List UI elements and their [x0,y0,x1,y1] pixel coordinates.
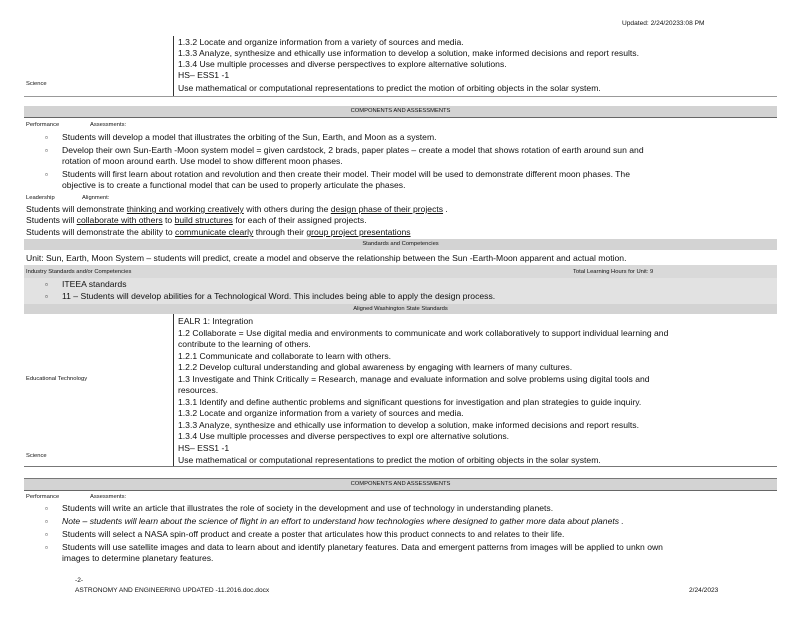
leadership-line: Students will demonstrate the ability to communicate clearly through their group project presentations [26,227,411,237]
alignment-label: Alignment: [82,195,110,201]
bullet-icon: ▫ [45,530,48,539]
page-number: -2- [75,577,84,584]
assessment-item-cont: images to determine planetary features. [62,553,214,563]
assessments-label: Assessments: [90,494,127,500]
aligned-title: Aligned Washington State Standards [353,306,448,312]
section-title: COMPONENTS AND ASSESSMENTS [350,481,451,487]
assessments-label: Assessments: [90,122,127,128]
standard-line: 1.3.2 Locate and organize information from a variety of sources and media. [178,37,464,47]
bullet-icon: ▫ [45,146,48,155]
standard-line: 1.3.1 Identify and define authentic problems and significant questions for investigation and plan strategies to guide inquiry. [178,397,642,407]
standard-line: HS– ESS1 -1 [178,443,230,453]
divider [24,490,777,491]
assessment-note: Note – students will learn about the science of flight in an effort to understand how technologies where designed to gather more data about planets . [62,516,624,526]
divider [24,96,777,97]
standard-line: Use mathematical or computational representations to predict the motion of orbiting objects in the solar system. [178,455,601,465]
standards-title: Standards and Competencies [362,241,439,247]
section-header-bar [24,479,777,490]
footer-filename: ASTRONOMY AND ENGINEERING UPDATED -11.2016.doc.docx [75,587,270,594]
row-label-science: Science [26,453,47,459]
bullet-icon: ▫ [45,170,48,179]
industry-standard-item: 11 – Students will develop abilities for a Technological Word. This includes being able to apply the design process. [62,291,496,301]
standard-line: HS– ESS1 -1 [178,70,230,80]
leadership-label: Leadership [26,195,55,201]
row-label-educational-technology: Educational Technology [26,376,88,382]
standard-line: 1.3.4 Use multiple processes and diverse perspectives to explore alternative solutions. [178,59,507,69]
footer-date: 2/24/2023 [689,587,719,594]
section-title: COMPONENTS AND ASSESSMENTS [350,108,451,114]
industry-row [24,265,777,278]
row-label-science: Science [26,81,47,87]
standard-line: 1.2 Collaborate = Use digital media and environments to communicate and work collaboratively to support individual learning and [178,328,669,338]
aligned-header-bar [24,304,777,314]
standard-line: 1.3.3 Analyze, synthesize and ethically use information to develop a solution, make informed decisions and report results. [178,420,639,430]
section-header-bar [24,106,777,117]
assessment-item-cont: objective is to create a functional model that can be used to properly articulate the phases. [62,180,406,190]
standard-line: 1.3.2 Locate and organize information from a variety of sources and media. [178,408,464,418]
assessment-item: Students will use satellite images and data to learn about and identify planetary features. Data and emergent patterns from images will be applied to unkn own [62,542,663,552]
standard-line: EALR 1: Integration [178,316,254,326]
leadership-line: Students will demonstrate thinking and working creatively with others during the design phase of their projects . [26,204,448,214]
standard-line: 1.3.3 Analyze, synthesize and ethically use information to develop a solution, make informed decisions and report results. [178,48,639,58]
bullet-icon: ▫ [45,292,48,301]
assessment-item: Students will write an article that illustrates the role of society in the development and use of technology in understanding planets. [62,503,554,513]
industry-label: Industry Standards and/or Competencies [26,269,132,275]
standard-line: 1.2.1 Communicate and collaborate to learn with others. [178,351,392,361]
standard-line: Use mathematical or computational representations to predict the motion of orbiting objects in the solar system. [178,83,601,93]
column-divider [173,36,174,96]
bullet-icon: ▫ [45,280,48,289]
column-divider [173,314,174,467]
standards-header-bar [24,239,777,250]
assessment-item: Students will develop a model that illustrates the orbiting of the Sun, Earth, and Moon as a system. [62,132,437,142]
divider [24,117,777,118]
updated-timestamp: Updated: 2/24/20233:08 PM [622,20,705,27]
assessment-item: Students will first learn about rotation and revolution and then create their model. Their model will be used to demonstrate different moon phases. The [62,169,630,179]
standard-line: resources. [178,385,219,395]
performance-label: Performance [26,122,60,128]
performance-label: Performance [26,494,60,500]
assessment-item: Develop their own Sun-Earth -Moon system model = given cardstock, 2 brads, paper plates – create a model that shows rotation of earth around sun and [62,145,644,155]
standard-line: 1.2.2 Develop cultural understanding and global awareness by engaging with learners of many cultures. [178,362,573,372]
bullet-icon: ▫ [45,133,48,142]
bullet-icon: ▫ [45,504,48,513]
standard-line: contribute to the learning of others. [178,339,311,349]
unit-description: Unit: Sun, Earth, Moon System – students will predict, create a model and observe the relationship between the Sun -Earth-Moon apparent and actual motion. [26,253,627,263]
assessment-item-cont: rotation of moon around earth. Use model to show different moon phases. [62,156,343,166]
total-hours: Total Learning Hours for Unit: 9 [573,269,654,275]
assessment-item: Students will select a NASA spin-off product and create a poster that articulates how this product connects to and relates to their life. [62,529,565,539]
standard-line: 1.3.4 Use multiple processes and diverse perspectives to expl ore alternative solutions. [178,431,510,441]
divider [24,466,777,467]
industry-standard-item: ITEEA standards [62,279,127,289]
bullet-icon: ▫ [45,543,48,552]
bullet-icon: ▫ [45,517,48,526]
leadership-line: Students will collaborate with others to build structures for each of their assigned projects. [26,215,367,225]
standard-line: 1.3 Investigate and Think Critically = Research, manage and evaluate information and solve problems using digital tools and [178,374,650,384]
